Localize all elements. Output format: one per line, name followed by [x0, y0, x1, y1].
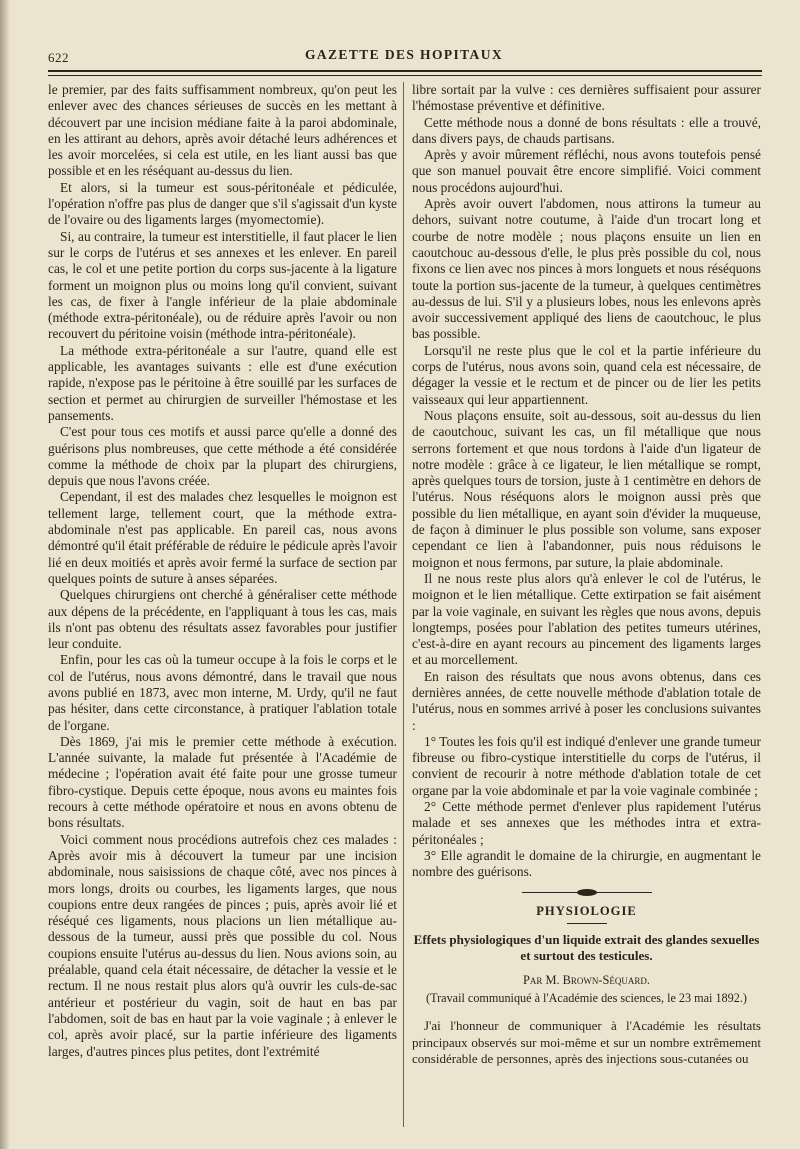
page-number: 622	[48, 50, 69, 65]
paragraph: Enfin, pour les cas où la tumeur occupe à la fois le corps et le col de l'utérus, nous avons démontré, dans le travail que nous avons publié en 1873, avec mon interne, M. Urdy, qu'il ne faut pas hésiter, dans cette circonstance, à pratiquer l'ablation totale de l'organe.	[48, 652, 397, 733]
paragraph: Lorsqu'il ne reste plus que le col et la partie inférieure du corps de l'utérus, nous avons soin, quand cela est nécessaire, de dégager la vessie et le rectum et de pincer ou de lier les petits vaisseaux qui leur appartiennent.	[412, 342, 761, 407]
section-heading: PHYSIOLOGIE	[536, 903, 637, 918]
paragraph: libre sortait par la vulve : ces dernières suffisaient pour assurer l'hémostase préventive et définitive.	[412, 82, 761, 114]
paragraph: Si, au contraire, la tumeur est interstitielle, il faut placer le lien sur le corps de l'utérus et ses annexes et les enlever. En pareil cas, le col et une petite portion du corps sus-jacente à la ligature forment un moignon plus ou moins long qu'il convient, suivant les cas, de fixer à l'angle inférieur de la plaie abdominale (méthode extra-péritonéale), ou de réduire après l'avoir ou non recouvert du péritoine voisin (méthode intra-péritonéale).	[48, 228, 397, 342]
paragraph: La méthode extra-péritonéale a sur l'autre, quand elle est applicable, les avantages suivants : elle est d'une exécution rapide, n'expose pas le péritoine à être souillé par les surfaces de section et permet au chirurgien de surveiller l'hémostase et les pansements.	[48, 342, 397, 423]
article-byline: Par M. Brown-Séquard.	[522, 972, 651, 987]
article-title: Effets physiologiques d'un liquide extrait des glandes sexuelles et surtout des testicules.	[413, 931, 760, 963]
paragraph: Après y avoir mûrement réfléchi, nous avons toutefois pensé que son manuel pouvait être encore simplifié. Voici comment nous procédons aujourd'hui.	[412, 147, 761, 195]
right-column	[412, 82, 761, 1132]
column-divider	[403, 82, 404, 1127]
section-heading-rule	[567, 923, 607, 924]
header-rule-thin	[48, 75, 762, 76]
paragraph: Nous plaçons ensuite, soit au-dessous, soit au-dessus du lien de caoutchouc, suivant les cas, un fil métallique que nous serrons fortement et que nous tordons à l'aide d'un ligateur de notre modèle : grâce à ce ligateur, le lien métallique se rompt, après quelques tours de torsion, juste à 1 centimètre en dehors de l'utérus. Nous réséquons alors le moignon aussi près que possible du lien métallique, en ayant soin d'évider la muqueuse, de façon à diminuer le plus possible son volume, sans exposer cependant ce lien à l'abandonner, puis nous réduisons le moignon et nous fermons, par suture, la plaie abdominale.	[412, 407, 761, 570]
paragraph: 2° Cette méthode permet d'enlever plus rapidement l'utérus malade et ses annexes que les méthodes intra et extra-péritonéales ;	[412, 799, 761, 847]
paragraph: Voici comment nous procédions autrefois chez ces malades : Après avoir mis à découvert la tumeur par une incision abdominale, nous saisissions de chaque côté, avec nos pinces à mors longs, droits ou courbes, les ligaments larges, que nous coupions entre deux rangées de pinces ; puis, après avoir lié et réséqué ces ligaments, nous placions un lien métallique au-dessous de la tumeur, aussi près que possible du col. Nous coupions ensuite l'utérus au-dessus du lien. Nous avions soin, au préalable, quand cela était nécessaire, de détacher la vessie et le rectum. Il ne nous restait plus alors qu'à ouvrir les culs-de-sac antérieur et postérieur du vagin, soit de haut en bas par l'abdomen, soit de bas en haut par la voie vaginale ; à enlever le col, après avoir placé, sur la partie inférieure des ligaments larges, d'autres pinces plus petites, dont l'extrémité	[48, 831, 397, 1059]
paragraph: Il ne nous reste plus alors qu'à enlever le col de l'utérus, le moignon et le lien métallique. Cette extirpation se fait aisément par la voie vaginale, en suivant les règles que nous avons, depuis longtemps, posées pour l'ablation des petites tumeurs utérines, c'est-à-dire en ayant recours au pincement des ligaments larges et au morcellement.	[412, 570, 761, 668]
page-header	[48, 44, 760, 66]
page-edge-shadow	[0, 0, 10, 1149]
paragraph: Dès 1869, j'ai mis le premier cette méthode à exécution. L'année suivante, la malade fut présentée à l'Académie de médecine ; l'opération avait été faite pour une grosse tumeur fibro-cystique. Depuis cette époque, nous avons eu maintes fois recours à cette méthode opératoire et nous en avons obtenu de bons résultats.	[48, 733, 397, 831]
paragraph: 1° Toutes les fois qu'il est indiqué d'enlever une grande tumeur fibreuse ou fibro-cystique interstitielle du corps de l'utérus, il convient de recourir à notre méthode d'ablation totale de cet organe par la voie abdominale et par la voie vaginale combinée ;	[412, 733, 761, 798]
paragraph: 3° Elle agrandit le domaine de la chirurgie, en augmentant le nombre des guérisons.	[412, 847, 761, 880]
paragraph: le premier, par des faits suffisamment nombreux, qu'on peut les enlever avec des chances sérieuses de succès en les mettant à découvert par une incision médiane faite à la paroi abdominale, en les attirant au dehors, après avoir détaché leurs adhérences et les avoir morcelées, si cela est utile, en les liant aussi bas que possible et en les réséquant au-dessus du lien.	[48, 82, 397, 179]
paragraph: Et alors, si la tumeur est sous-péritonéale et pédiculée, l'opération n'offre pas plus de danger que s'il s'agissait d'un kyste de l'ovaire ou des ligaments larges (myomectomie).	[48, 179, 397, 228]
paragraph: C'est pour tous ces motifs et aussi parce qu'elle a donné des guérisons plus nombreuses, que cette méthode a été considérée comme la méthode de choix par la plupart des chirurgiens, depuis que nous l'avons créée.	[48, 424, 397, 489]
paragraph: Cette méthode nous a donné de bons résultats : elle a trouvé, dans divers pays, de chauds partisans.	[412, 114, 761, 146]
journal-title: GAZETTE DES HOPITAUX	[304, 47, 504, 62]
left-column	[48, 82, 397, 1132]
paragraph: Cependant, il est des malades chez lesquelles le moignon est tellement large, tellement court, que la méthode extra-abdominale n'est pas applicable. En pareil cas, nous avons démontré qu'il était préférable de réduire le pédicule après l'avoir lié en deux moitiés et après avoir fermé la surface de section par quelques points de suture à anses séparées.	[48, 489, 397, 586]
section-separator	[522, 889, 652, 897]
article-note: (Travail communiqué à l'Académie des sciences, le 23 mai 1892.)	[426, 991, 747, 1006]
paragraph: Après avoir ouvert l'abdomen, nous attirons la tumeur au dehors, suivant notre coutume, à l'aide d'un trocart long et courbe de notre modèle ; nous plaçons ensuite un lien en caoutchouc au-dessous d'elle, le plus près possible du col, nous fixons ce lien avec nos pinces à mors longuets et nous réséquons toute la portion sus-jacente de la tumeur, à quelques centimètres au-dessus de lui. S'il y a plusieurs lobes, nous les enlevons après avoir successivement appliqué des liens de caoutchouc, le plus bas possible.	[412, 196, 761, 342]
header-rule-thick	[48, 70, 762, 72]
paragraph: En raison des résultats que nous avons obtenus, dans ces dernières années, de cette nouvelle méthode d'ablation totale de l'utérus, nous en sommes arrivé à poser les conclusions suivantes :	[412, 668, 761, 733]
paragraph: J'ai l'honneur de communiquer à l'Académie les résultats principaux observés sur moi-même et sur un nombre extrêmement considérable de personnes, après des injections sous-cutanées ou	[412, 1018, 761, 1067]
paragraph: Quelques chirurgiens ont cherché à généraliser cette méthode aux dépens de la précédente, en l'appliquant à tous les cas, mais ils n'ont pas obtenu des résultats assez favorables pour justifier leur conduite.	[48, 587, 397, 652]
